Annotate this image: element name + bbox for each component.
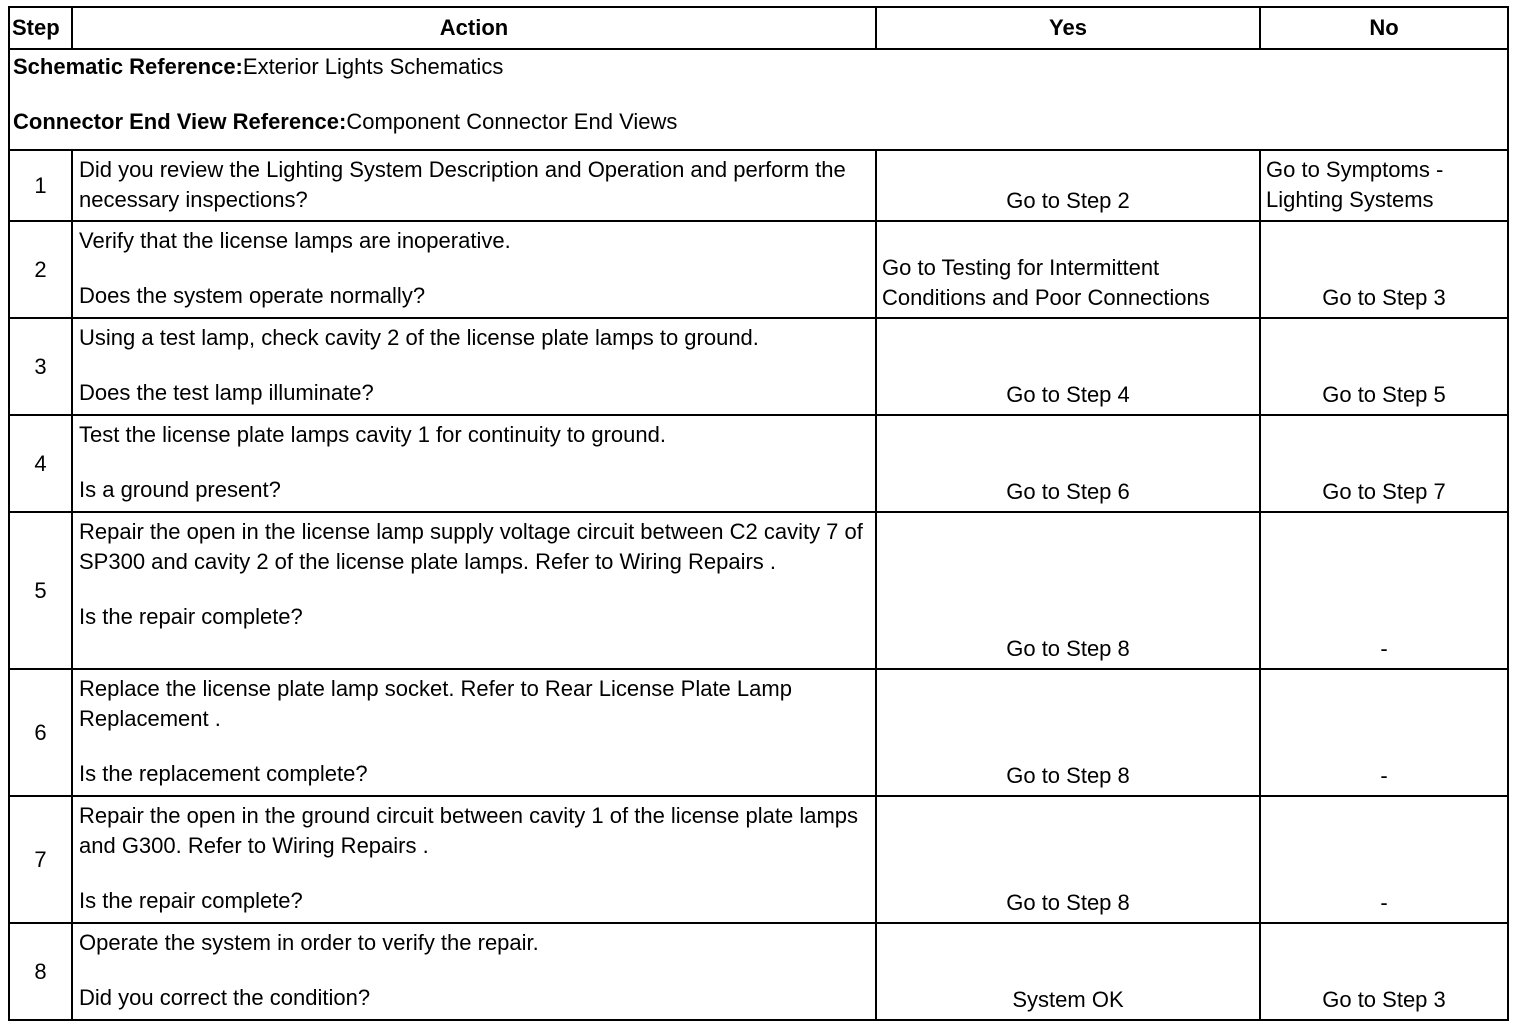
yes-result: System OK xyxy=(876,923,1260,1020)
step-number: 7 xyxy=(9,796,72,923)
action-text: Verify that the license lamps are inoperative. xyxy=(79,228,511,253)
reference-cell xyxy=(9,49,1508,150)
step-action xyxy=(72,150,876,221)
yes-result[interactable]: Go to Testing for Intermittent Conditions and Poor Connections xyxy=(876,221,1260,318)
no-result: - xyxy=(1260,796,1508,923)
step-number: 6 xyxy=(9,669,72,796)
yes-result[interactable]: Go to Step 4 xyxy=(876,318,1260,415)
action-question: Does the system operate normally? xyxy=(79,283,426,308)
action-text: Replace the license plate lamp socket. Refer to Rear License Plate Lamp Replacement . xyxy=(79,676,792,731)
step-number: 1 xyxy=(9,150,72,221)
action-text: Operate the system in order to verify the repair. xyxy=(79,930,539,955)
schematic-reference-label: Schematic Reference: xyxy=(13,54,243,79)
connector-reference-link[interactable]: Component Connector End Views xyxy=(346,109,678,134)
action-text: Repair the open in the license lamp supply voltage circuit between C2 cavity 7 of SP300 and cavity 2 of the license plate lamps. Refer to Wiring Repairs . xyxy=(79,519,863,574)
action-text: Did you review the Lighting System Description and Operation and perform the necessary inspections? xyxy=(79,157,846,212)
action-text: Test the license plate lamps cavity 1 for continuity to ground. xyxy=(79,422,666,447)
action-question: Is a ground present? xyxy=(79,477,281,502)
action-text: Repair the open in the ground circuit between cavity 1 of the license plate lamps and G300. Refer to Wiring Repairs . xyxy=(79,803,859,858)
column-header-action: Action xyxy=(72,7,876,49)
no-result[interactable]: Go to Symptoms - Lighting Systems xyxy=(1260,150,1508,221)
table-row xyxy=(9,318,1508,415)
yes-result[interactable]: Go to Step 8 xyxy=(876,669,1260,796)
column-header-yes: Yes xyxy=(876,7,1260,49)
step-number: 3 xyxy=(9,318,72,415)
yes-result[interactable]: Go to Step 2 xyxy=(876,150,1260,221)
no-result: - xyxy=(1260,669,1508,796)
step-action xyxy=(72,512,876,669)
no-result[interactable]: Go to Step 3 xyxy=(1260,923,1508,1020)
action-question: Is the repair complete? xyxy=(79,888,303,913)
action-question: Is the repair complete? xyxy=(79,604,303,629)
connector-reference xyxy=(13,107,1504,137)
schematic-reference xyxy=(13,52,1504,82)
step-action xyxy=(72,318,876,415)
action-text: Using a test lamp, check cavity 2 of the license plate lamps to ground. xyxy=(79,325,759,350)
yes-result[interactable]: Go to Step 6 xyxy=(876,415,1260,512)
table-row xyxy=(9,415,1508,512)
step-action xyxy=(72,415,876,512)
yes-result[interactable]: Go to Step 8 xyxy=(876,512,1260,669)
step-number: 2 xyxy=(9,221,72,318)
step-action xyxy=(72,923,876,1020)
step-number: 4 xyxy=(9,415,72,512)
no-result[interactable]: Go to Step 7 xyxy=(1260,415,1508,512)
step-action xyxy=(72,796,876,923)
action-question: Does the test lamp illuminate? xyxy=(79,380,374,405)
no-result: - xyxy=(1260,512,1508,669)
table-row xyxy=(9,221,1508,318)
table-row xyxy=(9,796,1508,923)
step-action xyxy=(72,221,876,318)
reference-row xyxy=(9,49,1508,150)
no-result[interactable]: Go to Step 3 xyxy=(1260,221,1508,318)
table-row xyxy=(9,923,1508,1020)
step-number: 5 xyxy=(9,512,72,669)
table-row xyxy=(9,150,1508,221)
table-row xyxy=(9,512,1508,669)
step-action xyxy=(72,669,876,796)
column-header-no: No xyxy=(1260,7,1508,49)
yes-result[interactable]: Go to Step 8 xyxy=(876,796,1260,923)
header-row xyxy=(9,7,1508,49)
schematic-reference-link[interactable]: Exterior Lights Schematics xyxy=(242,54,504,79)
table-row xyxy=(9,669,1508,796)
step-number: 8 xyxy=(9,923,72,1020)
action-question: Did you correct the condition? xyxy=(79,985,371,1010)
column-header-step: Step xyxy=(9,7,72,49)
no-result[interactable]: Go to Step 5 xyxy=(1260,318,1508,415)
diagnostic-table xyxy=(8,6,1509,1021)
action-question: Is the replacement complete? xyxy=(79,761,368,786)
connector-reference-label: Connector End View Reference: xyxy=(13,109,347,134)
